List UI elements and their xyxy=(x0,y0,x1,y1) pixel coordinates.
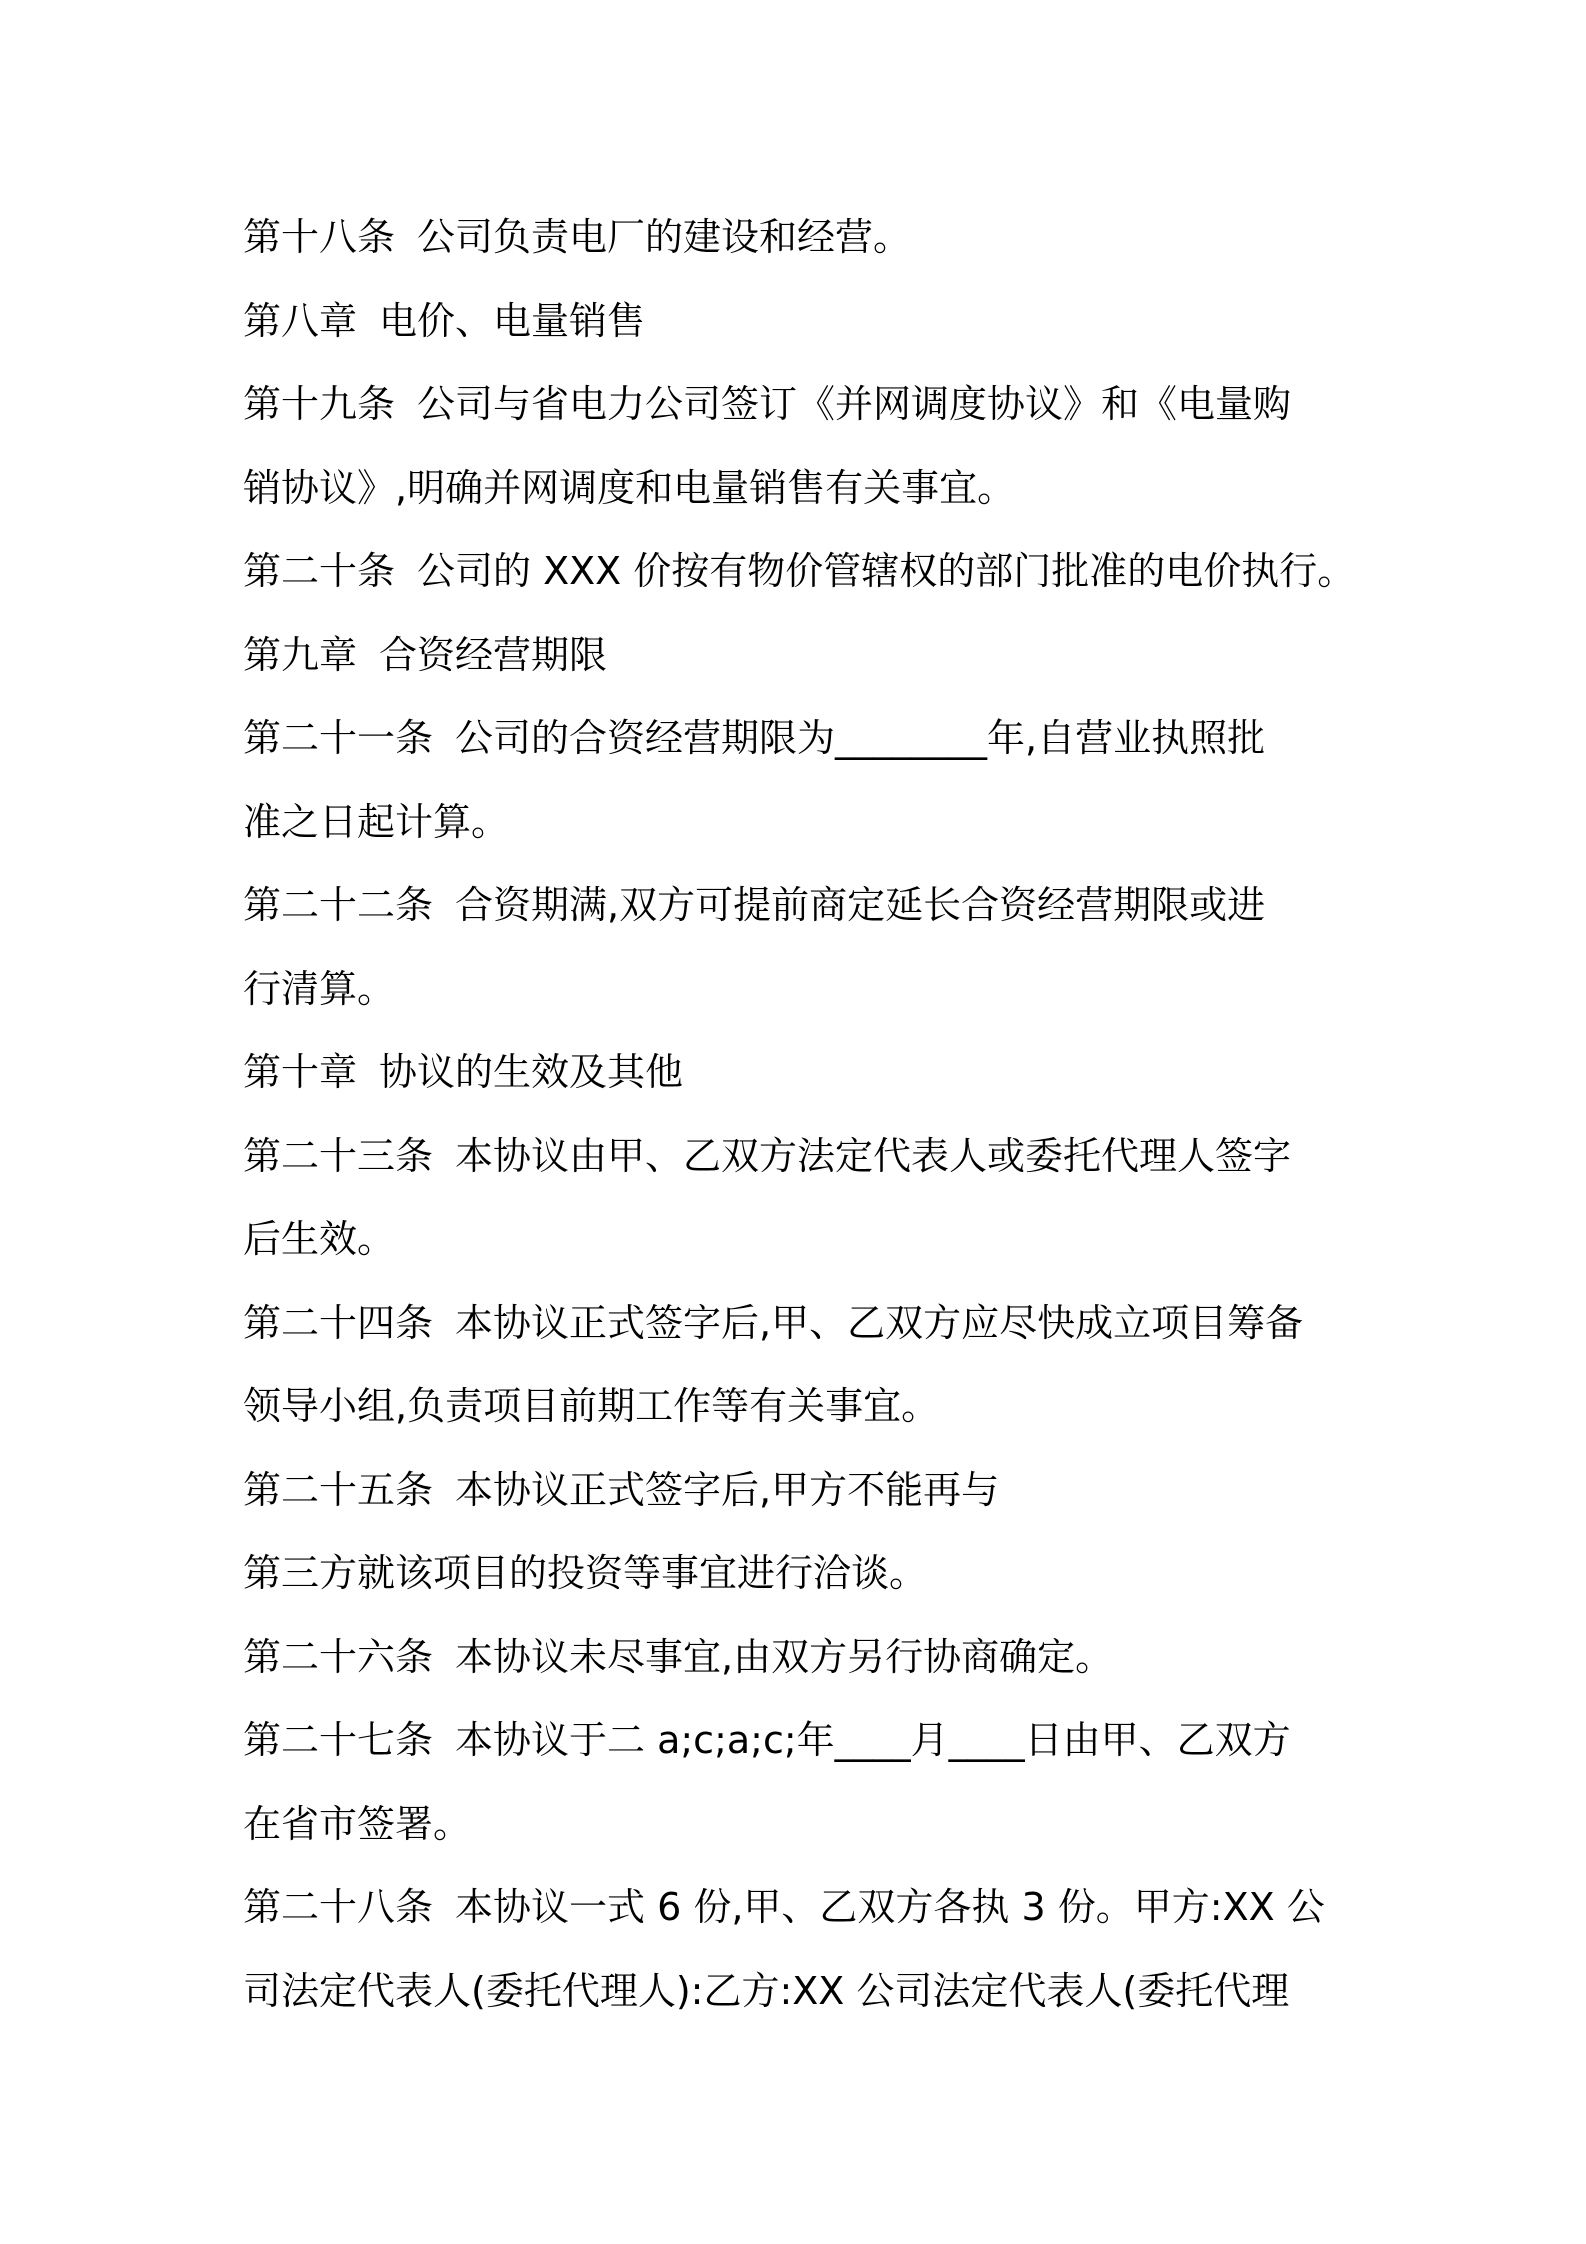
article-heading: 第二十五条 xyxy=(243,1467,434,1512)
article-26 xyxy=(243,1616,1383,1700)
article-heading: 第二十三条 xyxy=(243,1133,434,1178)
chapter-title: 电价、电量销售 xyxy=(379,298,646,343)
article-text: 本协议未尽事宜,由双方另行协商确定。 xyxy=(455,1634,1114,1679)
article-24 xyxy=(243,1282,1383,1366)
article-heading: 第十九条 xyxy=(243,382,396,426)
article-text: 领导小组,负责项目前期工作等有关事宜。 xyxy=(243,1384,940,1428)
article-22-continued xyxy=(243,948,1383,1032)
article-25-continued xyxy=(243,1532,1383,1616)
article-heading: 第二十六条 xyxy=(243,1634,434,1679)
chapter-heading: 第十章 xyxy=(243,1050,358,1094)
article-19 xyxy=(243,363,1383,447)
article-heading: 第二十七条 xyxy=(243,1718,434,1762)
article-text: 后生效。 xyxy=(243,1217,396,1261)
article-27-continued xyxy=(243,1783,1383,1867)
article-text: 销协议》,明确并网调度和电量销售有关事宜。 xyxy=(243,465,1016,510)
article-text: 本协议正式签字后,甲方不能再与 xyxy=(455,1467,1000,1512)
article-text: 第三方就该项目的投资等事宜进行洽谈。 xyxy=(243,1551,928,1595)
article-18 xyxy=(243,196,1383,280)
chapter-heading: 第八章 xyxy=(243,298,358,343)
article-23 xyxy=(243,1115,1383,1199)
chapter-10 xyxy=(243,1031,1383,1115)
article-heading: 第二十四条 xyxy=(243,1300,434,1345)
article-27 xyxy=(243,1699,1383,1783)
article-heading: 第二十八条 xyxy=(243,1885,434,1929)
article-21 xyxy=(243,697,1383,781)
chapter-heading: 第九章 xyxy=(243,632,358,677)
article-text: 本协议正式签字后,甲、乙双方应尽快成立项目筹备 xyxy=(455,1300,1304,1345)
article-text: 合资期满,双方可提前商定延长合资经营期限或进 xyxy=(455,883,1266,927)
article-21-continued xyxy=(243,781,1383,865)
article-text: 本协议一式 6 份,甲、乙双方各执 3 份。甲方:XX 公 xyxy=(455,1885,1325,1929)
chapter-title: 协议的生效及其他 xyxy=(379,1050,684,1094)
article-24-continued xyxy=(243,1365,1383,1449)
document-body xyxy=(243,196,1383,2033)
article-text: 本协议于二 a;c;a;c;年____月____日由甲、乙双方 xyxy=(455,1718,1291,1762)
article-28-continued xyxy=(243,1950,1383,2034)
article-text: 准之日起计算。 xyxy=(243,799,510,844)
chapter-title: 合资经营期限 xyxy=(379,632,608,677)
article-19-continued xyxy=(243,447,1383,531)
article-text: 公司与省电力公司签订《并网调度协议》和《电量购 xyxy=(417,382,1292,426)
article-25 xyxy=(243,1449,1383,1533)
article-22 xyxy=(243,864,1383,948)
article-23-continued xyxy=(243,1198,1383,1282)
article-heading: 第二十一条 xyxy=(243,716,434,760)
article-28 xyxy=(243,1866,1383,1950)
chapter-8 xyxy=(243,280,1383,364)
article-heading: 第二十二条 xyxy=(243,883,434,927)
article-text: 本协议由甲、乙双方法定代表人或委托代理人签字 xyxy=(455,1133,1292,1178)
article-heading: 第二十条 xyxy=(243,549,396,593)
article-20 xyxy=(243,530,1383,614)
article-text: 在省市签署。 xyxy=(243,1801,472,1846)
article-text: 公司负责电厂的建设和经营。 xyxy=(417,215,912,259)
article-text: 公司的合资经营期限为________年,自营业执照批 xyxy=(455,716,1266,760)
article-text: 公司的 XXX 价按有物价管辖权的部门批准的电价执行。 xyxy=(417,549,1356,593)
article-text: 司法定代表人(委托代理人):乙方:XX 公司法定代表人(委托代理 xyxy=(243,1968,1290,2013)
article-heading: 第十八条 xyxy=(243,215,396,259)
article-text: 行清算。 xyxy=(243,966,396,1011)
chapter-9 xyxy=(243,614,1383,698)
